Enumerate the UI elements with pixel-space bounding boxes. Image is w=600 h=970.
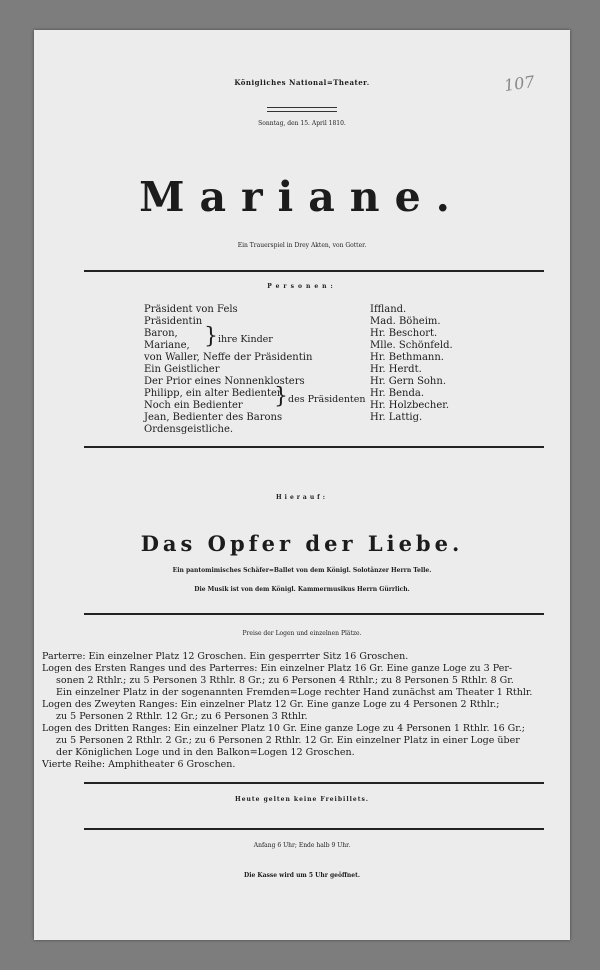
handwritten-number: 107	[502, 71, 536, 96]
cast-role: Philipp, ein alter Bedienter	[144, 388, 282, 399]
divider-rule	[84, 446, 544, 448]
ornament-divider	[267, 107, 337, 112]
cast-actor: Hr. Lattig.	[370, 412, 423, 423]
price-line: Ein einzelner Platz in der sogenannten Fremden=Loge rechter Hand zunächst am Theater 1 Rthlr.	[56, 687, 533, 698]
theatre-name: Königliches National=Theater.	[234, 78, 370, 87]
cast-actor: Hr. Herdt.	[370, 364, 422, 375]
cast-role: Noch ein Bedienter	[144, 400, 243, 411]
box-office-notice: Die Kasse wird um 5 Uhr geöffnet.	[244, 872, 360, 879]
price-line: sonen 2 Rthlr.; zu 5 Personen 3 Rthlr. 8 Gr.; zu 6 Personen 4 Rthlr.; zu 8 Personen 5 Rthlr. 8 Gr.	[56, 675, 514, 686]
divider-rule	[84, 613, 544, 615]
cast-role: Der Prior eines Nonnenklosters	[144, 376, 305, 387]
cast-actor: Hr. Benda.	[370, 388, 425, 399]
cast-role: von Waller, Neffe der Präsidentin	[144, 352, 313, 363]
price-line: der Königlichen Loge und in den Balkon=Logen 12 Groschen.	[56, 747, 355, 758]
price-line: zu 5 Personen 2 Rthlr. 2 Gr.; zu 6 Personen 2 Rthlr. 12 Gr. Ein einzelner Platz in einer Loge über	[56, 735, 520, 746]
cast-actor: Mad. Böheim.	[370, 316, 441, 327]
cast-heading: Personen:	[267, 283, 337, 290]
divider-rule	[84, 782, 544, 784]
divider-rule	[84, 828, 544, 830]
play-subtitle-mariane: Ein Trauerspiel in Drey Akten, von Gotter.	[237, 242, 367, 249]
cast-role: Mariane,	[144, 340, 190, 351]
cast-actor: Hr. Holzbecher.	[370, 400, 450, 411]
cast-actor: Mlle. Schönfeld.	[370, 340, 453, 351]
music-credit: Die Musik ist von dem Königl. Kammermusikus Herrn Gürrlich.	[194, 586, 410, 593]
play-title-opfer: Das Opfer der Liebe.	[140, 531, 464, 556]
start-end-times: Anfang 6 Uhr; Ende halb 9 Uhr.	[253, 842, 351, 849]
price-line: Parterre: Ein einzelner Platz 12 Groschen. Ein gesperrter Sitz 16 Groschen.	[42, 651, 409, 662]
brace-label-children: ihre Kinder	[218, 334, 273, 345]
divider-rule	[84, 270, 544, 272]
price-line: Logen des Ersten Ranges und des Parterres: Ein einzelner Platz 16 Gr. Eine ganze Loge zu 3 Per-	[42, 663, 513, 674]
ballet-credit: Ein pantomimisches Schäfer=Ballet von dem Königl. Solotänzer Herrn Telle.	[172, 567, 432, 574]
price-line: Vierte Reihe: Amphitheater 6 Groschen.	[42, 759, 236, 770]
cast-actor: Hr. Gern Sohn.	[370, 376, 446, 387]
cast-role: Ordensgeistliche.	[144, 424, 234, 435]
brace-label-president: des Präsidenten	[288, 394, 366, 405]
cast-role: Ein Geistlicher	[144, 364, 220, 375]
playbill-sheet	[34, 30, 570, 940]
cast-actor: Hr. Bethmann.	[370, 352, 444, 363]
play-title-mariane: Mariane.	[139, 173, 465, 221]
price-line: Logen des Zweyten Ranges: Ein einzelner Platz 12 Gr. Eine ganze Loge zu 4 Personen 2 Rthlr.;	[42, 699, 500, 710]
prices-heading: Preise der Logen und einzelnen Plätze.	[242, 630, 362, 637]
cast-role: Präsident von Fels	[144, 304, 238, 315]
price-line: Logen des Dritten Ranges: Ein einzelner Platz 10 Gr. Eine ganze Loge zu 4 Personen 1 Rthlr. 16 Gr.;	[42, 723, 525, 734]
brace-symbol: }	[204, 324, 218, 349]
brace-symbol: }	[274, 384, 288, 409]
cast-role: Präsidentin	[144, 316, 203, 327]
cast-actor: Iffland.	[370, 304, 407, 315]
cast-role: Baron,	[144, 328, 178, 339]
freibillets-notice: Heute gelten keine Freibillets.	[235, 796, 369, 803]
cast-role: Jean, Bedienter des Barons	[144, 412, 283, 423]
performance-date: Sonntag, den 15. April 1810.	[258, 120, 346, 127]
hierauf-heading: Hierauf:	[276, 494, 328, 501]
price-line: zu 5 Personen 2 Rthlr. 12 Gr.; zu 6 Personen 3 Rthlr.	[56, 711, 308, 722]
cast-actor: Hr. Beschort.	[370, 328, 438, 339]
